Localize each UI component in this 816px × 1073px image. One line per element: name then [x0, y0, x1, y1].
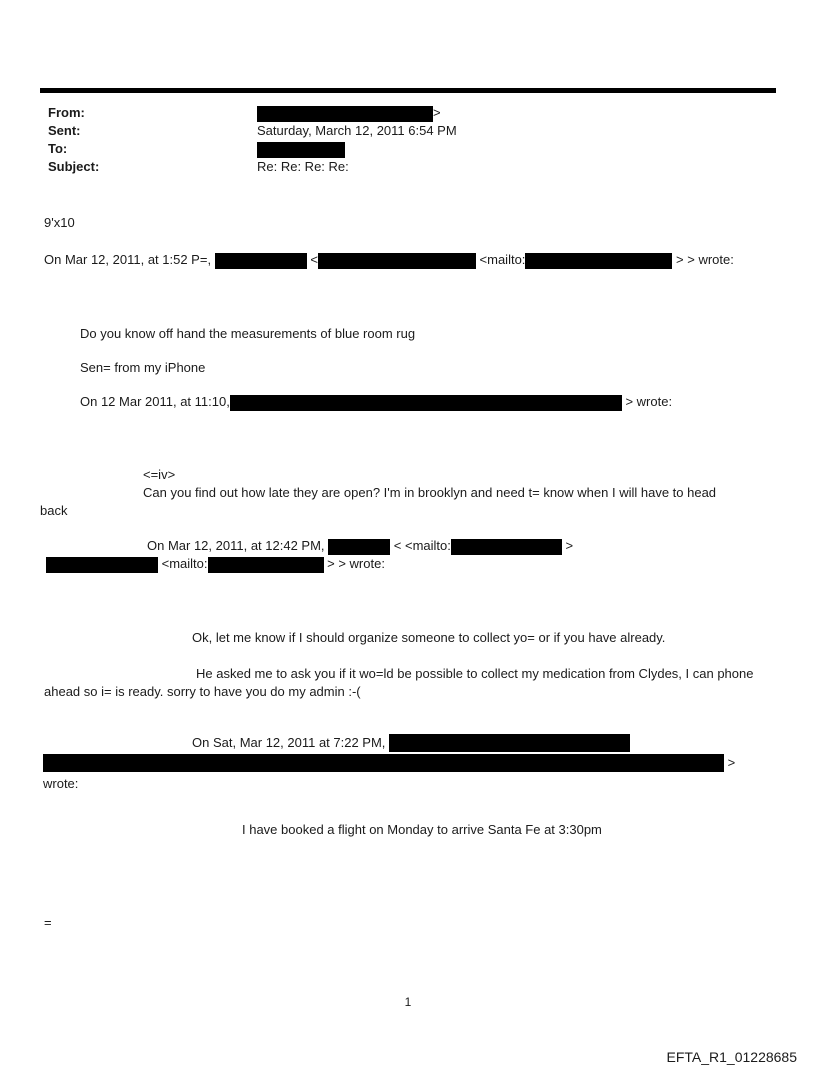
quote1-attribution [44, 251, 734, 268]
trailing-mark [44, 914, 52, 931]
from-label: From: [48, 105, 85, 120]
quote2-message-line1-text: Can you find out how late they are open? I'm in brooklyn and need t= know when I will have to head [143, 485, 717, 500]
redaction-bar [328, 539, 390, 555]
quote3-sep: < <mailto: [393, 538, 451, 553]
subject-row-label [48, 158, 99, 175]
quote3-attribution-line2 [46, 555, 385, 572]
bates-number: EFTA_R1_01228685 [666, 1049, 797, 1065]
redaction-bar [215, 253, 307, 269]
subject-value: Re: Re: Re: Re: [257, 159, 349, 174]
quote3-mailto-label: <mailto: [161, 556, 208, 571]
quote1-lt: < [310, 252, 318, 267]
quote2-tag [143, 466, 175, 483]
quote3-attribution-suffix: > > wrote: [327, 556, 385, 571]
quote3-message2-line1-text: He asked me to ask you if it wo=ld be possible to collect my medication from Clydes, I can phone [196, 666, 754, 681]
quote3-message1-text: Ok, let me know if I should organize someone to collect yo= or if you have already. [192, 630, 666, 645]
quote4-message-text: I have booked a flight on Monday to arrive Santa Fe at 3:30pm [242, 822, 602, 837]
redaction-bar [208, 557, 324, 573]
redaction-bar [451, 539, 562, 555]
subject-label: Subject: [48, 159, 100, 174]
from-suffix: > [433, 105, 441, 120]
quote4-line2-suffix: > [727, 755, 736, 770]
from-row-value [257, 104, 441, 121]
quote4-attribution-prefix: On Sat, Mar 12, 2011 at 7:22 PM, [192, 735, 386, 750]
quote1-message-text: Do you know off hand the measurements of blue room rug [80, 326, 416, 341]
quote1-message [80, 325, 415, 342]
trailing-mark-text: = [44, 915, 52, 930]
quote2-tag-text: <=iv> [143, 467, 176, 482]
quote1-signature [80, 359, 205, 376]
redaction-bar [46, 557, 158, 573]
quote2-message-line2 [40, 502, 67, 519]
quote3-message2-line1 [196, 665, 753, 682]
subject-row-value [257, 158, 349, 175]
redaction-bar [257, 106, 433, 122]
redaction-bar [230, 395, 622, 411]
quote3-message2-line2 [44, 683, 361, 700]
redaction-bar [257, 142, 345, 158]
redaction-bar [525, 253, 672, 269]
sent-value: Saturday, March 12, 2011 6:54 PM [257, 123, 457, 138]
header-divider-rule [40, 88, 776, 93]
redaction-bar [389, 734, 630, 752]
quote4-attribution-line3 [43, 775, 78, 792]
sent-row-label [48, 122, 81, 139]
to-label: To: [48, 141, 68, 156]
page-number: 1 [404, 995, 412, 1009]
redaction-bar [318, 253, 476, 269]
quote2-message-line1 [143, 484, 716, 501]
quote3-attribution-prefix: On Mar 12, 2011, at 12:42 PM, [147, 538, 325, 553]
quote1-attribution-suffix: > > wrote: [676, 252, 734, 267]
quote3-attribution-line1 [147, 537, 573, 554]
quote1-signature-text: Sen= from my iPhone [80, 360, 206, 375]
quote1-mailto-label: <mailto: [479, 252, 526, 267]
quote2-attribution-prefix: On 12 Mar 2011, at 11:10, [80, 394, 230, 409]
quote4-message [242, 821, 602, 838]
redaction-bar [43, 754, 724, 772]
quote4-attribution-line1 [192, 734, 630, 751]
quote2-attribution-suffix: > wrote: [625, 394, 673, 409]
quote1-attribution-prefix: On Mar 12, 2011, at 1:52 P=, [44, 252, 212, 267]
to-row-value [257, 140, 345, 157]
quote3-message2-line2-text: ahead so i= is ready. sorry to have you do my admin :-( [44, 684, 361, 699]
sent-row-value [257, 122, 457, 139]
quote2-message-line2-text: back [40, 503, 68, 518]
quote4-attribution-line2 [43, 754, 735, 771]
quote4-wrote-text: wrote: [43, 776, 79, 791]
quote3-line1-suffix: > [565, 538, 574, 553]
to-row-label [48, 140, 67, 157]
sent-label: Sent: [48, 123, 81, 138]
size-note [44, 214, 75, 231]
size-note-text: 9'x10 [44, 215, 75, 230]
quote2-attribution [80, 393, 672, 410]
quote3-message1 [192, 629, 665, 646]
from-row-label [48, 104, 85, 121]
